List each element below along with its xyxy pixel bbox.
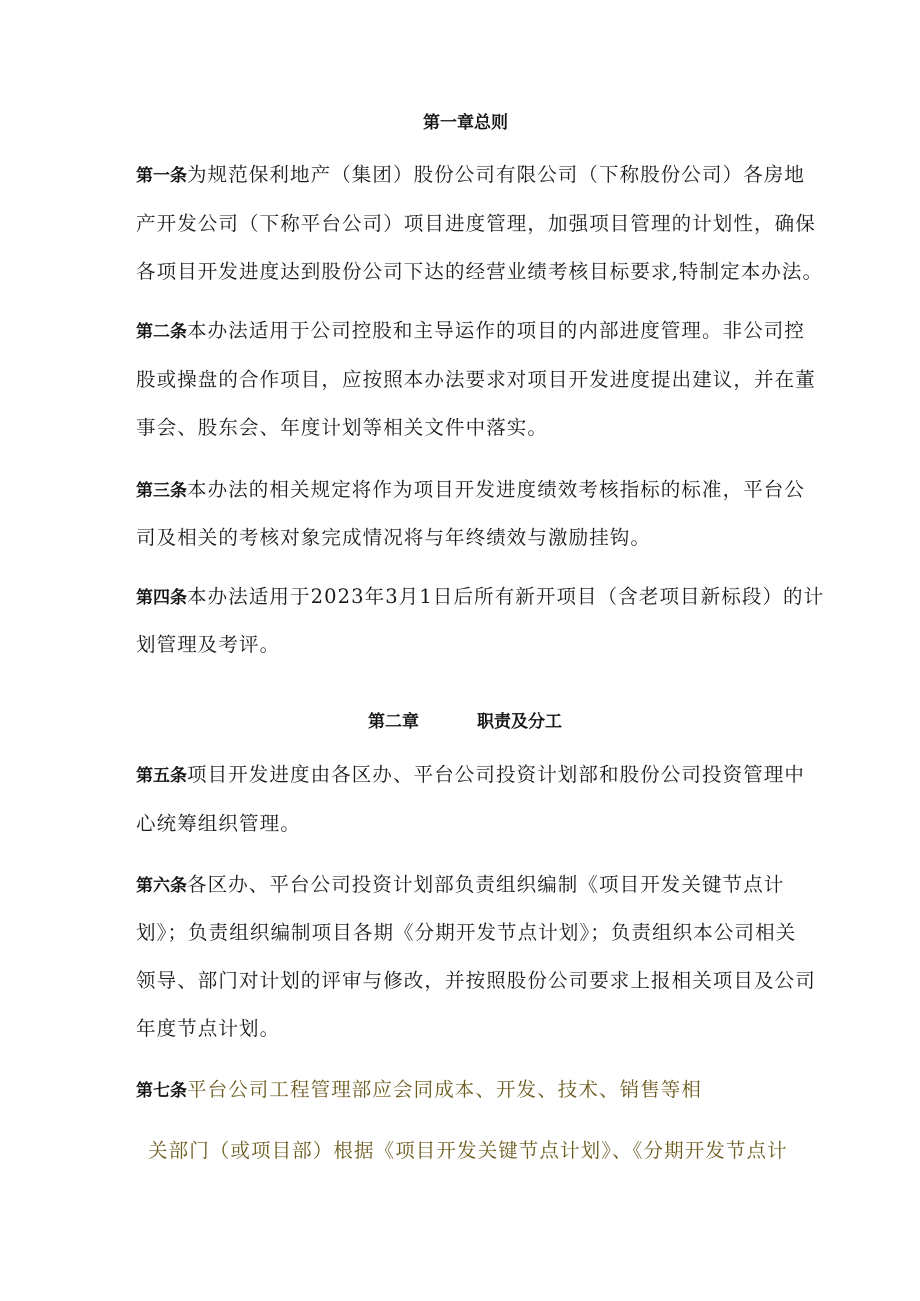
article-2-text-1: 本办法适用于公司控股和主导运作的项目的内部进度管理。非公司控 — [187, 319, 806, 342]
article-3-label: 第三条 — [136, 481, 187, 501]
article-1-text-1: 为规范保利地产（集团）股份公司有限公司（下称股份公司）各房地 — [187, 163, 806, 186]
article-4-label: 第四条 — [136, 588, 187, 608]
article-5-label: 第五条 — [136, 766, 187, 786]
article-5-line-1 — [136, 763, 805, 788]
article-6-text-1: 各区办、平台公司投资计划部负责组织编制《项目开发关键节点计 — [187, 873, 785, 896]
article-6-line-1 — [136, 873, 784, 898]
article-2-label: 第二条 — [136, 322, 187, 342]
chapter-2-title-text: 职责及分工 — [477, 712, 562, 732]
article-7-line-2: 关部门（或项目部）根据《项目开发关键节点计划》、《分期开发节点计 — [148, 1139, 788, 1162]
article-6-label: 第六条 — [136, 876, 187, 896]
article-6-line-2: 划》；负责组织编制项目各期《分期开发节点计划》；负责组织本公司相关 — [136, 921, 797, 944]
article-3-line-1 — [136, 478, 805, 503]
article-7-line-1 — [136, 1078, 702, 1103]
article-1-label: 第一条 — [136, 166, 187, 186]
article-4-line-1 — [136, 585, 824, 610]
chapter-2-title-number: 第二章 — [368, 712, 419, 732]
chapter-1-title: 第一章总则 — [423, 113, 508, 133]
article-2-line-1 — [136, 319, 805, 344]
article-3-line-2: 司及相关的考核对象完成情况将与年终绩效与激励挂钩。 — [136, 526, 652, 549]
article-4-text-1: 本办法适用于2023年3月1日后所有新开项目（含老项目新标段）的计 — [187, 585, 825, 608]
article-1-line-1 — [136, 163, 805, 188]
article-2-line-3: 事会、股东会、年度计划等相关文件中落实。 — [136, 416, 549, 439]
article-5-line-2: 心统筹组织管理。 — [136, 812, 301, 835]
article-3-text-1: 本办法的相关规定将作为项目开发进度绩效考核指标的标准，平台公 — [187, 478, 806, 501]
article-5-text-1: 项目开发进度由各区办、平台公司投资计划部和股份公司投资管理中 — [187, 763, 806, 786]
article-2-line-2: 股或操盘的合作项目，应按照本办法要求对项目开发进度提出建议，并在董 — [136, 368, 816, 391]
article-1-line-2: 产开发公司（下称平台公司）项目进度管理，加强项目管理的计划性，确保 — [136, 212, 816, 235]
article-1-line-3: 各项目开发进度达到股份公司下达的经营业绩考核目标要求,特制定本办法。 — [136, 260, 824, 283]
article-7-text-1: 平台公司工程管理部应会同成本、开发、技术、销售等相 — [187, 1078, 703, 1101]
article-6-line-3: 领导、部门对计划的评审与修改，并按照股份公司要求上报相关项目及公司 — [136, 969, 816, 992]
article-4-line-2: 划管理及考评。 — [136, 633, 281, 656]
article-7-label: 第七条 — [136, 1081, 187, 1101]
article-6-line-4: 年度节点计划。 — [136, 1017, 281, 1040]
